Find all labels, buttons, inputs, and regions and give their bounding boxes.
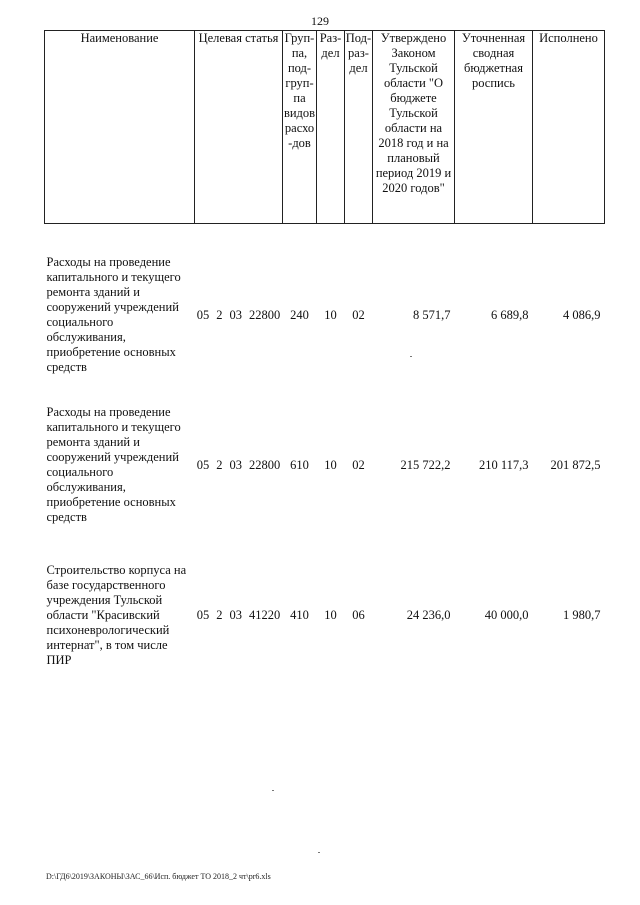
header-subsection: Под-раз-дел [345,31,373,224]
row-executed: 4 086,9 [563,307,601,322]
row-target [195,540,283,690]
page-number: 129 [311,14,329,28]
header-approved: Утверждено Законом Тульской области "О бюджете Тульской области на 2018 год и на плановый период 2019 и 2020 годов" [373,31,455,224]
target-subprogram: 2 [216,607,223,622]
target-program: 05 [196,457,210,472]
header-specified: Уточненная сводная бюджетная роспись [455,31,533,224]
row-specified: 6 689,8 [491,307,529,322]
budget-table [44,30,605,690]
table-row [45,240,605,390]
target-event: 03 [229,607,242,622]
scan-speck [272,790,274,791]
scan-speck [410,356,412,357]
row-target [195,240,283,390]
row-subsection: 02 [352,457,365,472]
row-specified: 40 000,0 [484,607,529,622]
row-name: Расходы на проведение капитального и текущего ремонта зданий и сооружений учреждений социального обслуживания, приобретение основных средств [46,255,181,374]
header-executed: Исполнено [533,31,605,224]
target-program: 05 [196,607,210,622]
row-section: 10 [324,457,337,472]
row-name: Расходы на проведение капитального и текущего ремонта зданий и сооружений учреждений социального обслуживания, приобретение основных средств [46,405,181,524]
row-subsection: 06 [352,607,365,622]
header-group: Груп-па, под-груп-па видов расхо-дов [283,31,317,224]
header-name: Наименование [45,31,195,224]
row-executed: 1 980,7 [563,607,601,622]
scan-speck [318,852,320,853]
row-approved: 24 236,0 [406,607,451,622]
table-row [45,540,605,690]
table-row [45,390,605,540]
header-target: Целевая статья [195,31,283,224]
row-group: 410 [290,607,309,622]
target-subprogram: 2 [216,307,223,322]
target-event: 03 [229,307,242,322]
header-row [45,31,605,224]
row-group: 610 [290,457,309,472]
row-section: 10 [324,307,337,322]
row-section: 10 [324,607,337,622]
file-path-footer: D:\ГД6\2019\ЗАКОНЫ\ЗАС_66\Исп. бюджет ТО 2018_2 чт\pr6.xls [46,872,271,881]
row-target [195,390,283,540]
row-specified: 210 117,3 [478,457,529,472]
row-group: 240 [290,307,309,322]
target-event: 03 [229,457,242,472]
target-direction: 41220 [249,607,281,622]
row-subsection: 02 [352,307,365,322]
target-subprogram: 2 [216,457,223,472]
row-executed: 201 872,5 [550,457,601,472]
row-name: Строительство корпуса на базе государственного учреждения Тульской области "Красивский психоневрологический интернат", в том числе ПИР [46,562,187,667]
target-program: 05 [196,307,210,322]
target-direction: 22800 [249,307,281,322]
row-approved: 215 722,2 [400,457,451,472]
target-direction: 22800 [249,457,281,472]
row-approved: 8 571,7 [413,307,451,322]
header-section: Раз-дел [317,31,345,224]
